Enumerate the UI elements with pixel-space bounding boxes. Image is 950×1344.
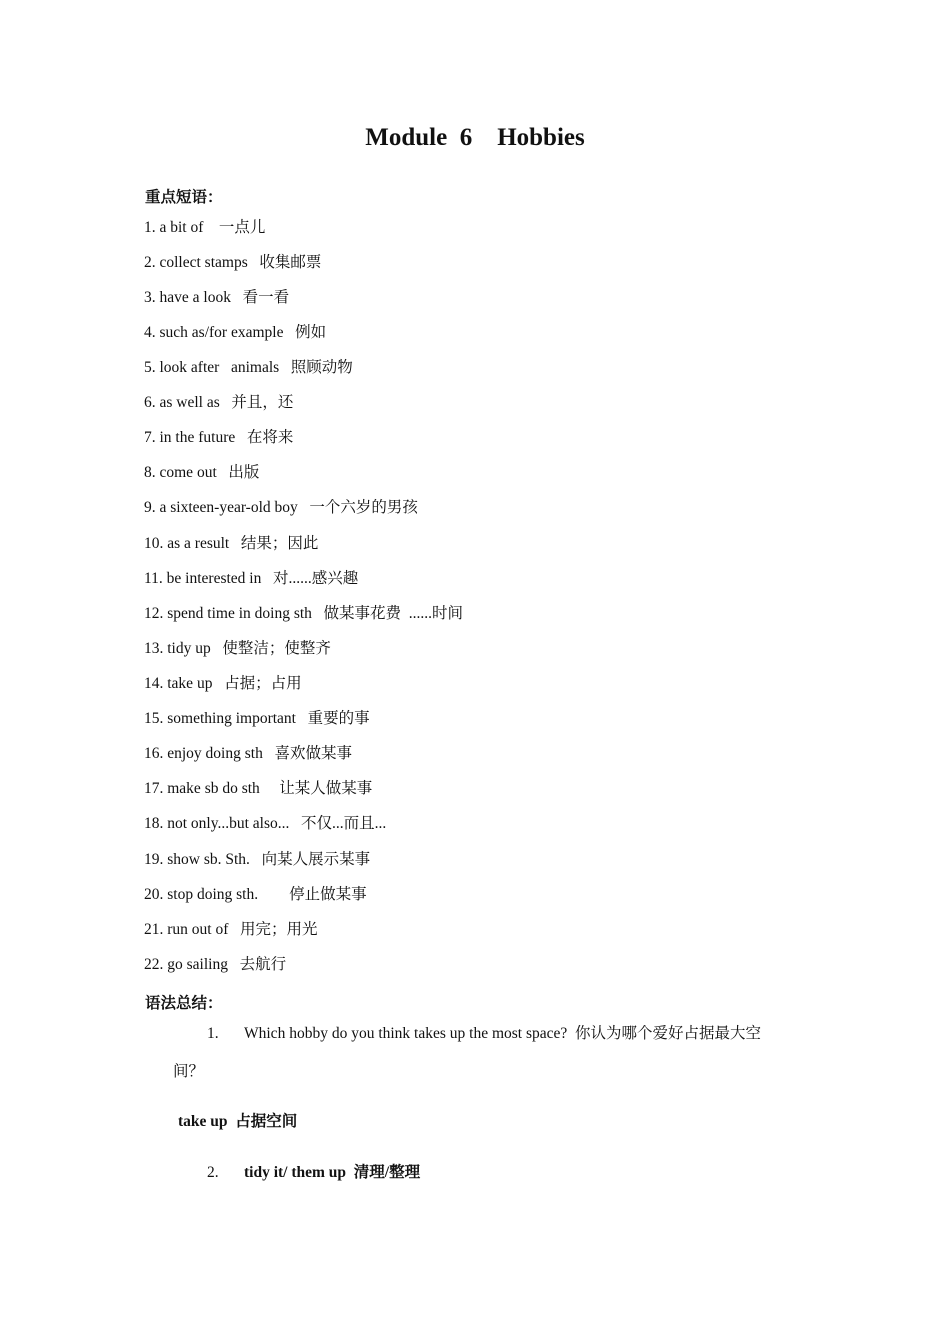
phrase-item <box>144 884 367 906</box>
phrase-en: 8. come out <box>144 464 217 481</box>
phrase-zh: 用完；用光 <box>240 921 318 938</box>
phrase-item <box>144 919 318 941</box>
phrase-item <box>144 427 293 449</box>
phrase-en: 17. make sb do sth <box>144 780 260 797</box>
phrase-zh: 使整洁；使整齐 <box>222 640 331 657</box>
phrase-en: 4. such as/for example <box>144 324 284 341</box>
phrase-en: 13. tidy up <box>144 640 211 657</box>
phrase-zh: 并且，还 <box>231 394 294 411</box>
phrase-gap <box>217 464 229 481</box>
phrase-en: 14. take up <box>144 675 213 692</box>
grammar-note: take up 占据空间 <box>178 1113 298 1130</box>
phrase-gap <box>258 886 289 903</box>
grammar-item-number: 2. <box>207 1164 219 1181</box>
phrase-item <box>144 743 352 765</box>
phrase-gap <box>279 359 291 376</box>
phrase-item <box>144 533 318 555</box>
phrase-gap <box>203 219 219 236</box>
grammar-item-text-continued: 间？ <box>173 1063 205 1080</box>
phrase-item <box>144 638 331 660</box>
phrase-en: 22. go sailing <box>144 956 228 973</box>
phrase-item <box>144 954 286 976</box>
phrase-zh: 出版 <box>228 464 260 481</box>
phrase-zh: 重要的事 <box>307 710 370 727</box>
phrase-zh: 一个六岁的男孩 <box>309 499 418 516</box>
phrase-gap <box>212 675 224 692</box>
phrase-item <box>144 322 326 344</box>
phrase-zh: 结果；因此 <box>240 535 319 552</box>
phrase-item <box>144 708 370 730</box>
phrase-item <box>144 673 302 695</box>
grammar-heading: 语法总结： <box>145 994 223 1012</box>
phrase-gap <box>231 289 243 306</box>
phrase-zh: 看一看 <box>242 289 290 306</box>
phrase-en: 21. run out of <box>144 921 229 938</box>
phrase-zh: 收集邮票 <box>259 254 322 271</box>
phrase-gap <box>211 640 223 657</box>
phrase-gap <box>289 815 301 832</box>
phrase-en: 18. not only...but also... <box>144 815 290 832</box>
phrase-zh: 例如 <box>295 324 327 341</box>
phrase-zh: 向某人展示某事 <box>261 851 371 868</box>
page-title: Module 6 Hobbies <box>365 124 585 151</box>
phrase-en: 10. as a result <box>144 535 230 552</box>
phrase-item <box>144 603 463 625</box>
phrase-gap <box>263 745 275 762</box>
phrase-item <box>144 813 386 835</box>
phrase-gap <box>283 324 295 341</box>
phrase-zh: 停止做某事 <box>289 886 367 903</box>
grammar-item-text: Which hobby do you think takes up the most space? 你认为哪个爱好占据最大空 <box>244 1025 762 1042</box>
phrase-gap <box>312 605 324 622</box>
phrase-gap <box>248 254 260 271</box>
phrase-item <box>144 849 370 871</box>
phrase-zh: 喜欢做某事 <box>274 745 352 762</box>
phrase-zh: 占据；占用 <box>224 675 302 692</box>
phrase-gap <box>260 780 279 797</box>
grammar-item-number: 1. <box>207 1025 219 1042</box>
phrase-gap <box>298 499 310 516</box>
phrase-gap <box>228 921 240 938</box>
phrase-zh: 一点儿 <box>218 219 266 236</box>
phrase-en: 11. be interested in <box>144 570 262 587</box>
phrase-item <box>144 252 321 274</box>
phrase-en: 15. something important <box>144 710 296 727</box>
phrase-gap <box>261 570 273 587</box>
phrase-zh: 在将来 <box>246 429 294 446</box>
phrase-en: 3. have a look <box>144 289 231 306</box>
phrase-en: 9. a sixteen-year-old boy <box>144 499 298 516</box>
phrase-gap <box>229 535 241 552</box>
phrase-item <box>144 287 289 309</box>
phrase-zh: 让某人做某事 <box>279 780 373 797</box>
phrase-item <box>144 217 265 239</box>
phrase-zh: 不仅...而且... <box>301 815 387 832</box>
phrase-zh: 照顾动物 <box>290 359 353 376</box>
phrase-gap <box>228 956 240 973</box>
phrase-gap <box>220 394 232 411</box>
grammar-item-text: tidy it/ them up 清理/整理 <box>244 1164 421 1181</box>
phrase-en: 16. enjoy doing sth <box>144 745 263 762</box>
phrase-item <box>144 357 353 379</box>
phrase-gap <box>235 429 247 446</box>
phrase-en: 20. stop doing sth. <box>144 886 259 903</box>
phrase-en: 7. in the future <box>144 429 236 446</box>
phrase-zh: 做某事花费 ......时间 <box>323 605 464 622</box>
phrase-en: 6. as well as <box>144 394 220 411</box>
phrases-heading: 重点短语： <box>145 188 223 206</box>
phrase-item <box>144 568 358 590</box>
phrase-item <box>144 778 372 800</box>
phrase-en: 1. a bit of <box>144 219 204 236</box>
phrase-item <box>144 497 418 519</box>
phrase-zh: 对......感兴趣 <box>273 570 359 587</box>
phrase-en: 12. spend time in doing sth <box>144 605 312 622</box>
phrase-en: 2. collect stamps <box>144 254 248 271</box>
phrase-en: 19. show sb. Sth. <box>144 851 250 868</box>
phrase-en: 5. look after animals <box>144 359 280 376</box>
phrase-gap <box>296 710 308 727</box>
phrase-item <box>144 462 259 484</box>
phrase-gap <box>250 851 262 868</box>
phrase-item <box>144 392 293 414</box>
phrase-zh: 去航行 <box>239 956 287 973</box>
